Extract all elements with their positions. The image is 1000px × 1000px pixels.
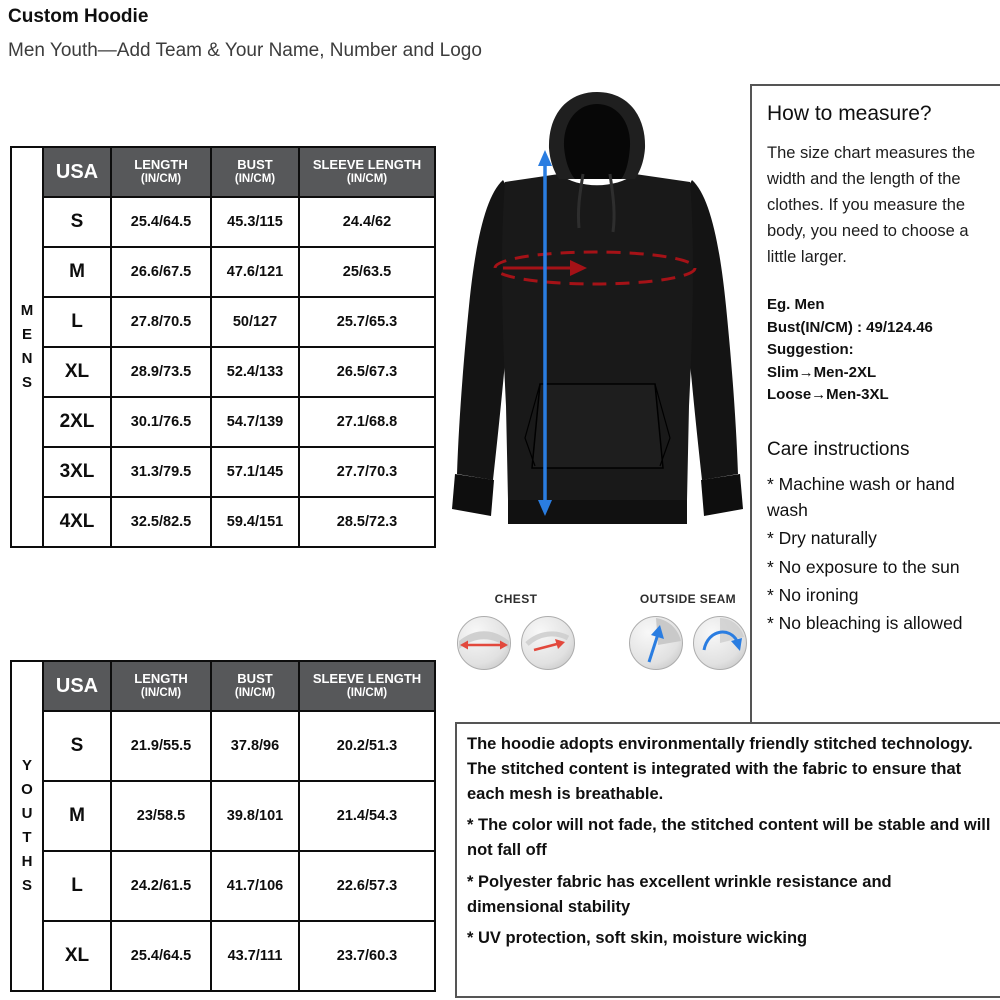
length-cell: 30.1/76.5 xyxy=(111,397,211,447)
sleeve-length-header: SLEEVE LENGTH (IN/CM) xyxy=(299,661,435,711)
bust-header: BUST (IN/CM) xyxy=(211,661,299,711)
bust-cell: 43.7/111 xyxy=(211,921,299,991)
bust-cell: 37.8/96 xyxy=(211,711,299,781)
bust-cell: 45.3/115 xyxy=(211,197,299,247)
fabric-info-box xyxy=(455,722,1000,998)
youths-vertical-label: YOUTHS xyxy=(21,757,33,894)
length-cell: 25.4/64.5 xyxy=(111,921,211,991)
sleeve-cell: 25/63.5 xyxy=(299,247,435,297)
chest-icon-group xyxy=(455,592,577,672)
group-label-cell xyxy=(11,661,43,991)
hoodie-graphic xyxy=(445,86,750,591)
sleeve-cell: 26.5/67.3 xyxy=(299,347,435,397)
fabric-width-measure-icon xyxy=(455,614,513,672)
bust-cell: 41.7/106 xyxy=(211,851,299,921)
fabric-intro: The hoodie adopts environmentally friendly stitched technology. The stitched content is integrated with the fabric to ensure that each mesh is breathable. xyxy=(467,735,973,803)
size-cell: S xyxy=(43,711,111,781)
care-instructions-list xyxy=(767,471,992,637)
eg-line: Suggestion: xyxy=(767,341,854,359)
table-row xyxy=(11,447,435,497)
sleeve-cell: 27.7/70.3 xyxy=(299,447,435,497)
mens-size-table-section xyxy=(10,146,434,548)
length-cell: 31.3/79.5 xyxy=(111,447,211,497)
bust-cell: 50/127 xyxy=(211,297,299,347)
table-header-row xyxy=(11,661,435,711)
size-cell: XL xyxy=(43,921,111,991)
table-row xyxy=(11,197,435,247)
usa-header: USA xyxy=(43,147,111,197)
outside-seam-label: OUTSIDE SEAM xyxy=(639,592,737,606)
fabric-bullet: * UV protection, soft skin, moisture wicking xyxy=(467,929,808,948)
length-cell: 32.5/82.5 xyxy=(111,497,211,547)
eg-line: Bust(IN/CM) : 49/124.46 xyxy=(767,318,933,336)
care-item: * No bleaching is allowed xyxy=(767,613,963,634)
youths-size-table xyxy=(10,660,436,992)
sleeve-cell: 22.6/57.3 xyxy=(299,851,435,921)
length-header: LENGTH (IN/CM) xyxy=(111,661,211,711)
table-row xyxy=(11,297,435,347)
care-instructions-title: Care instructions xyxy=(767,438,910,460)
outside-seam-icon-group xyxy=(627,592,749,672)
sleeve-cell: 25.7/65.3 xyxy=(299,297,435,347)
care-item: * Machine wash or hand wash xyxy=(767,473,955,521)
fabric-pinch-measure-icon xyxy=(519,614,577,672)
eg-line: Slim→Men-2XL xyxy=(767,363,877,381)
table-row xyxy=(11,397,435,447)
group-label-cell xyxy=(11,147,43,547)
table-row xyxy=(11,711,435,781)
how-to-measure-title: How to measure? xyxy=(767,102,932,125)
fabric-bullet: * The color will not fade, the stitched content will be stable and will not fall off xyxy=(467,816,991,859)
size-cell: 4XL xyxy=(43,497,111,547)
sleeve-cell: 27.1/68.8 xyxy=(299,397,435,447)
table-row xyxy=(11,347,435,397)
length-cell: 28.9/73.5 xyxy=(111,347,211,397)
bust-cell: 59.4/151 xyxy=(211,497,299,547)
size-cell: M xyxy=(43,781,111,851)
mens-vertical-label: MENS xyxy=(20,302,34,391)
size-cell: XL xyxy=(43,347,111,397)
sleeve-length-header: SLEEVE LENGTH (IN/CM) xyxy=(299,147,435,197)
bust-cell: 47.6/121 xyxy=(211,247,299,297)
table-header-row xyxy=(11,147,435,197)
length-cell: 23/58.5 xyxy=(111,781,211,851)
length-cell: 24.2/61.5 xyxy=(111,851,211,921)
how-to-measure-panel xyxy=(750,84,1000,722)
hoodie-illustration xyxy=(445,86,750,591)
length-header: LENGTH (IN/CM) xyxy=(111,147,211,197)
size-cell: 3XL xyxy=(43,447,111,497)
eg-line: Loose→Men-3XL xyxy=(767,386,889,404)
how-to-measure-body: The size chart measures the width and the length of the clothes. If you measure the body, you need to choose a little larger. xyxy=(767,144,976,267)
sleeve-cell: 28.5/72.3 xyxy=(299,497,435,547)
bust-header: BUST (IN/CM) xyxy=(211,147,299,197)
care-item: * No ironing xyxy=(767,584,859,605)
bust-cell: 52.4/133 xyxy=(211,347,299,397)
length-cell: 25.4/64.5 xyxy=(111,197,211,247)
bust-cell: 39.8/101 xyxy=(211,781,299,851)
sleeve-cell: 20.2/51.3 xyxy=(299,711,435,781)
seam-up-measure-icon xyxy=(627,614,685,672)
size-cell: L xyxy=(43,297,111,347)
mens-size-table xyxy=(10,146,436,548)
size-cell: M xyxy=(43,247,111,297)
length-cell: 27.8/70.5 xyxy=(111,297,211,347)
bust-cell: 57.1/145 xyxy=(211,447,299,497)
sleeve-cell: 21.4/54.3 xyxy=(299,781,435,851)
bust-cell: 54.7/139 xyxy=(211,397,299,447)
care-item: * No exposure to the sun xyxy=(767,556,960,577)
size-cell: 2XL xyxy=(43,397,111,447)
page-subtitle: Men Youth—Add Team & Your Name, Number and Logo xyxy=(8,40,482,61)
length-cell: 21.9/55.5 xyxy=(111,711,211,781)
fabric-bullet: * Polyester fabric has excellent wrinkle resistance and dimensional stability xyxy=(467,872,892,916)
sizing-example-block xyxy=(767,294,992,407)
size-cell: L xyxy=(43,851,111,921)
sleeve-cell: 23.7/60.3 xyxy=(299,921,435,991)
size-cell: S xyxy=(43,197,111,247)
seam-over-measure-icon xyxy=(691,614,749,672)
table-row xyxy=(11,781,435,851)
usa-header: USA xyxy=(43,661,111,711)
length-cell: 26.6/67.5 xyxy=(111,247,211,297)
youths-size-table-section xyxy=(10,660,434,992)
care-item: * Dry naturally xyxy=(767,528,877,549)
table-row xyxy=(11,497,435,547)
chest-label: CHEST xyxy=(494,592,538,606)
measurement-icons-row xyxy=(455,592,749,672)
eg-line: Eg. Men xyxy=(767,296,825,314)
page-title: Custom Hoodie xyxy=(8,6,149,27)
sleeve-cell: 24.4/62 xyxy=(299,197,435,247)
table-row xyxy=(11,851,435,921)
table-row xyxy=(11,247,435,297)
table-row xyxy=(11,921,435,991)
